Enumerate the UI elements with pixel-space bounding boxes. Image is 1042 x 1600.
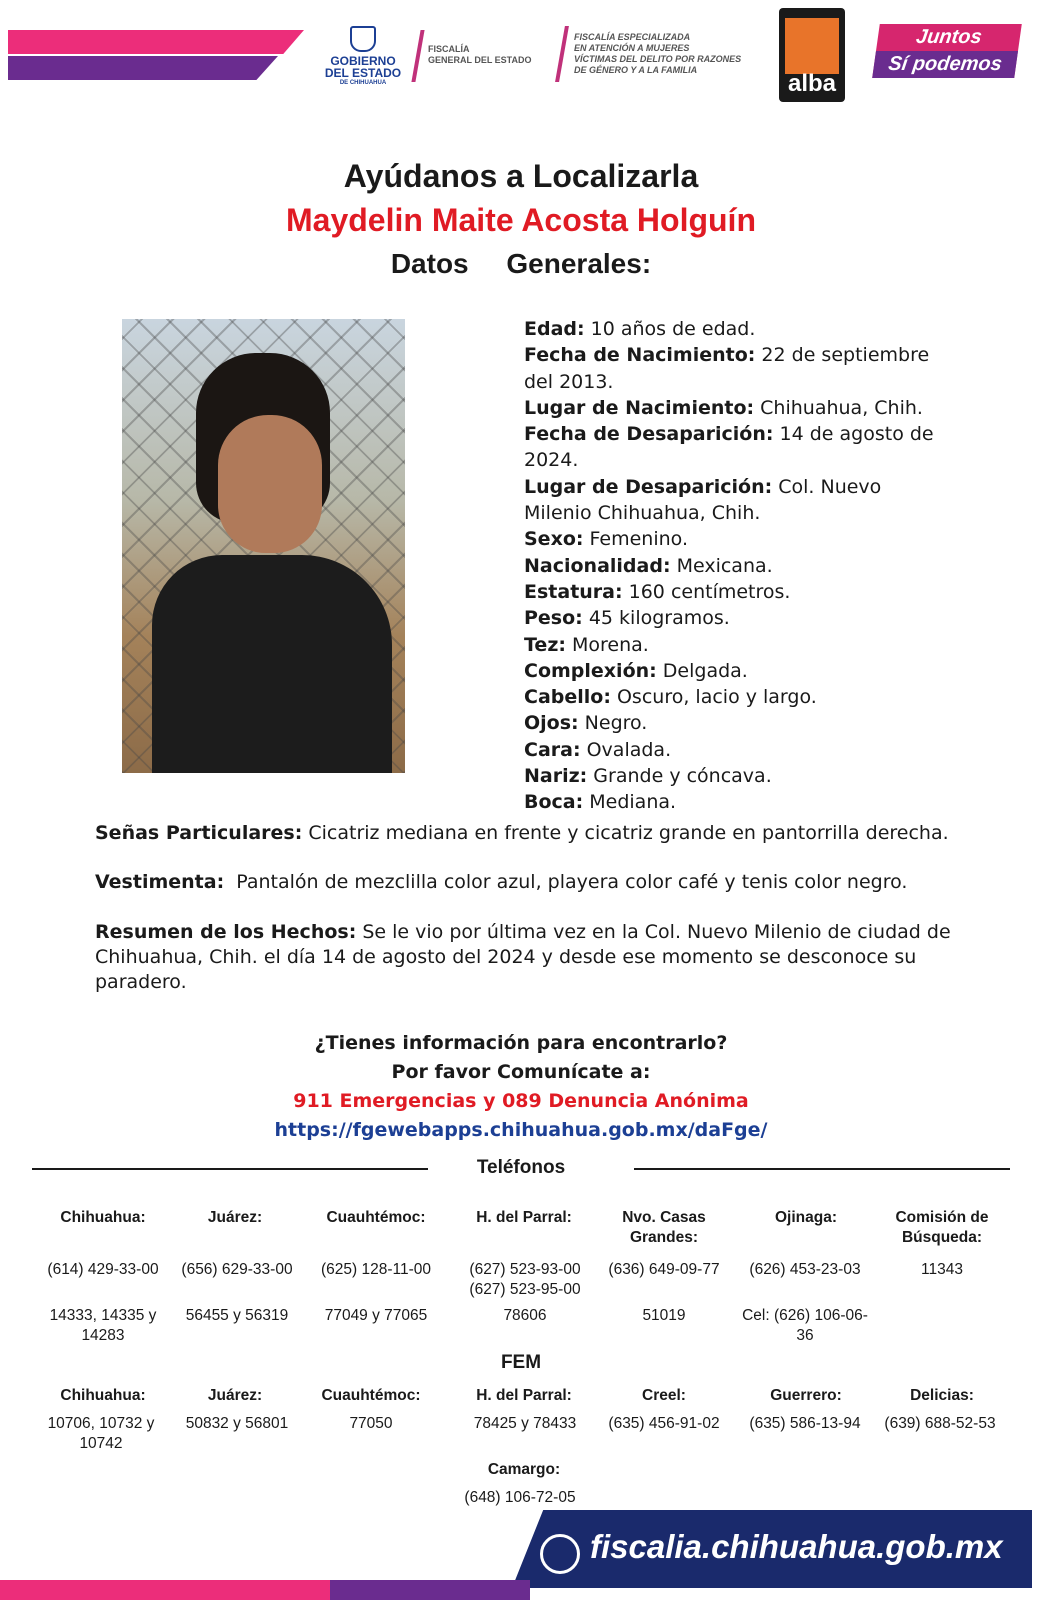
fem-heading: FEM xyxy=(500,1352,542,1373)
detail-row: Edad: 10 años de edad. xyxy=(524,318,756,340)
tel-cell: (656) 629-33-00 xyxy=(181,1261,293,1278)
tel-cell: (625) 128-11-00 xyxy=(320,1261,431,1278)
section-heading: Datos Generales: xyxy=(390,248,652,279)
page-title: Ayúdanos a Localizarla xyxy=(343,158,699,194)
fem-header: H. del Parral: xyxy=(476,1387,572,1404)
resumen-hechos: Resumen de los Hechos: Se le vio por última vez en la Col. Nuevo Milenio de ciudad de Chihuahua, Chih. el día 14 de agosto del 2024 y desde ese momento se desconoce su paradero. xyxy=(95,921,951,993)
vestimenta: Vestimenta: Pantalón de mezclilla color azul, playera color café y tenis color negro. xyxy=(95,871,908,893)
tel-cell: Cel: (626) 106-06-36 xyxy=(742,1307,868,1344)
emergency-numbers: 911 Emergencias y 089 Denuncia Anónima xyxy=(293,1090,749,1112)
detail-row: Tez: Morena. xyxy=(524,633,649,656)
detail-row: Complexión: Delgada. xyxy=(524,659,748,682)
detail-row: Nariz: Grande y cóncava. xyxy=(524,765,772,788)
header-pink-stripe xyxy=(8,30,304,54)
detail-row: Fecha de Nacimiento: 22 de septiembre del 2013. xyxy=(524,344,930,393)
alba-logo-text: alba xyxy=(787,70,837,97)
fiscalia-general-logo xyxy=(428,44,532,66)
fem-cell: (635) 586-13-94 xyxy=(749,1415,861,1432)
person-name: Maydelin Maite Acosta Holguín xyxy=(286,202,756,238)
tel-header: Cuauhtémoc: xyxy=(326,1209,426,1226)
fem-cell: 77050 xyxy=(349,1415,393,1432)
tel-cell: 56455 y 56319 xyxy=(185,1307,289,1324)
tel-header: Comisión de Búsqueda: xyxy=(895,1209,989,1246)
juntos-logo xyxy=(872,24,1022,78)
gobierno-line2: DEL ESTADO xyxy=(324,66,402,80)
person-photo xyxy=(122,319,405,773)
detail-row: Boca: Mediana. xyxy=(524,791,677,814)
detail-row: Lugar de Desaparición: Col. Nuevo Milenio Chihuahua, Chih. xyxy=(524,475,882,525)
fem-cell: 10706, 10732 y 10742 xyxy=(47,1415,155,1452)
fem-header: Creel: xyxy=(642,1387,686,1404)
divider-slash xyxy=(411,30,424,82)
fem-line1: FISCALÍA ESPECIALIZADA xyxy=(574,32,691,42)
tel-header: Nvo. Casas Grandes: xyxy=(622,1209,706,1246)
tel-cell: 77049 y 77065 xyxy=(324,1307,428,1324)
gobierno-line3: DE CHIHUAHUA xyxy=(339,80,387,86)
divider-slash xyxy=(555,26,569,82)
contact-please: Por favor Comunícate a: xyxy=(391,1061,651,1083)
detail-row: Cabello: Oscuro, lacio y largo. xyxy=(524,686,817,709)
tel-cell: 14333, 14335 y 14283 xyxy=(49,1307,157,1344)
detail-row: Nacionalidad: Mexicana. xyxy=(524,554,773,577)
tel-cell: (614) 429-33-00 xyxy=(47,1261,159,1278)
telefonos-heading: Teléfonos xyxy=(476,1157,566,1178)
detail-row: Estatura: 160 centímetros. xyxy=(524,580,791,603)
tel-cell: 51019 xyxy=(642,1307,686,1324)
fem-cell: (639) 688-52-53 xyxy=(884,1415,996,1432)
detail-row: Fecha de Desaparición: 14 de agosto de 2024. xyxy=(524,423,934,472)
fiscalia-line2: GENERAL DEL ESTADO xyxy=(428,55,532,65)
fem-line4: DE GÉNERO Y A LA FAMILIA xyxy=(574,65,698,75)
protocolo-alba-logo xyxy=(779,8,845,102)
tel-header: H. del Parral: xyxy=(476,1209,572,1226)
footer-purple-stripe xyxy=(330,1580,530,1600)
fem-cell: 78425 y 78433 xyxy=(473,1415,577,1432)
tel-cell: (627) 523-93-00 (627) 523-95-00 xyxy=(469,1261,581,1298)
detail-row: Lugar de Nacimiento: Chihuahua, Chih. xyxy=(524,396,923,419)
fem-header: Delicias: xyxy=(910,1387,974,1404)
fem-cell: 50832 y 56801 xyxy=(185,1415,289,1432)
fem-header: Cuauhtémoc: xyxy=(321,1387,421,1404)
tel-header: Ojinaga: xyxy=(774,1209,837,1226)
header-purple-stripe xyxy=(8,56,278,80)
fem-line2: EN ATENCIÓN A MUJERES xyxy=(574,43,690,53)
tel-cell: 11343 xyxy=(921,1261,963,1278)
detail-row: Peso: 45 kilogramos. xyxy=(524,607,730,630)
fem-header: Juárez: xyxy=(207,1387,263,1404)
juntos-line1: Juntos xyxy=(914,26,984,48)
juntos-line2: Sí podemos xyxy=(886,53,1004,75)
shield-icon xyxy=(350,26,376,52)
details-list xyxy=(524,316,954,816)
report-link[interactable]: https://fgewebapps.chihuahua.gob.mx/daFge/ xyxy=(274,1119,768,1141)
fem-header: Guerrero: xyxy=(770,1387,842,1404)
globe-cursor-icon xyxy=(540,1534,580,1574)
alba-emblem-icon xyxy=(785,18,839,74)
fem-header: Camargo: xyxy=(487,1461,561,1478)
tel-cell: (626) 453-23-03 xyxy=(749,1261,861,1278)
fiscalia-line1: FISCALÍA xyxy=(428,44,470,54)
tel-cell: (636) 649-09-77 xyxy=(608,1261,720,1278)
fem-header: Chihuahua: xyxy=(60,1387,146,1404)
detail-row: Ojos: Negro. xyxy=(524,712,648,735)
tel-header: Chihuahua: xyxy=(60,1209,146,1226)
fem-cell: (635) 456-91-02 xyxy=(608,1415,720,1432)
detail-row: Cara: Ovalada. xyxy=(524,738,672,761)
tel-header: Juárez: xyxy=(207,1209,263,1226)
footer-pink-stripe xyxy=(0,1580,330,1600)
footer-website[interactable]: fiscalia.chihuahua.gob.mx xyxy=(590,1528,1003,1565)
tel-cell: 78606 xyxy=(503,1307,547,1324)
detail-row: Sexo: Femenino. xyxy=(524,528,688,551)
gobierno-line1: GOBIERNO xyxy=(330,54,396,68)
senas-particulares: Señas Particulares: Cicatriz mediana en frente y cicatriz grande en pantorrilla derecha. xyxy=(95,822,949,844)
fem-line3: VÍCTIMAS DEL DELITO POR RAZONES xyxy=(574,54,742,64)
gobierno-logo xyxy=(318,26,408,87)
fem-logo xyxy=(574,32,764,76)
contact-question: ¿Tienes información para encontrarlo? xyxy=(314,1032,728,1054)
fem-cell: (648) 106-72-05 xyxy=(464,1489,576,1506)
